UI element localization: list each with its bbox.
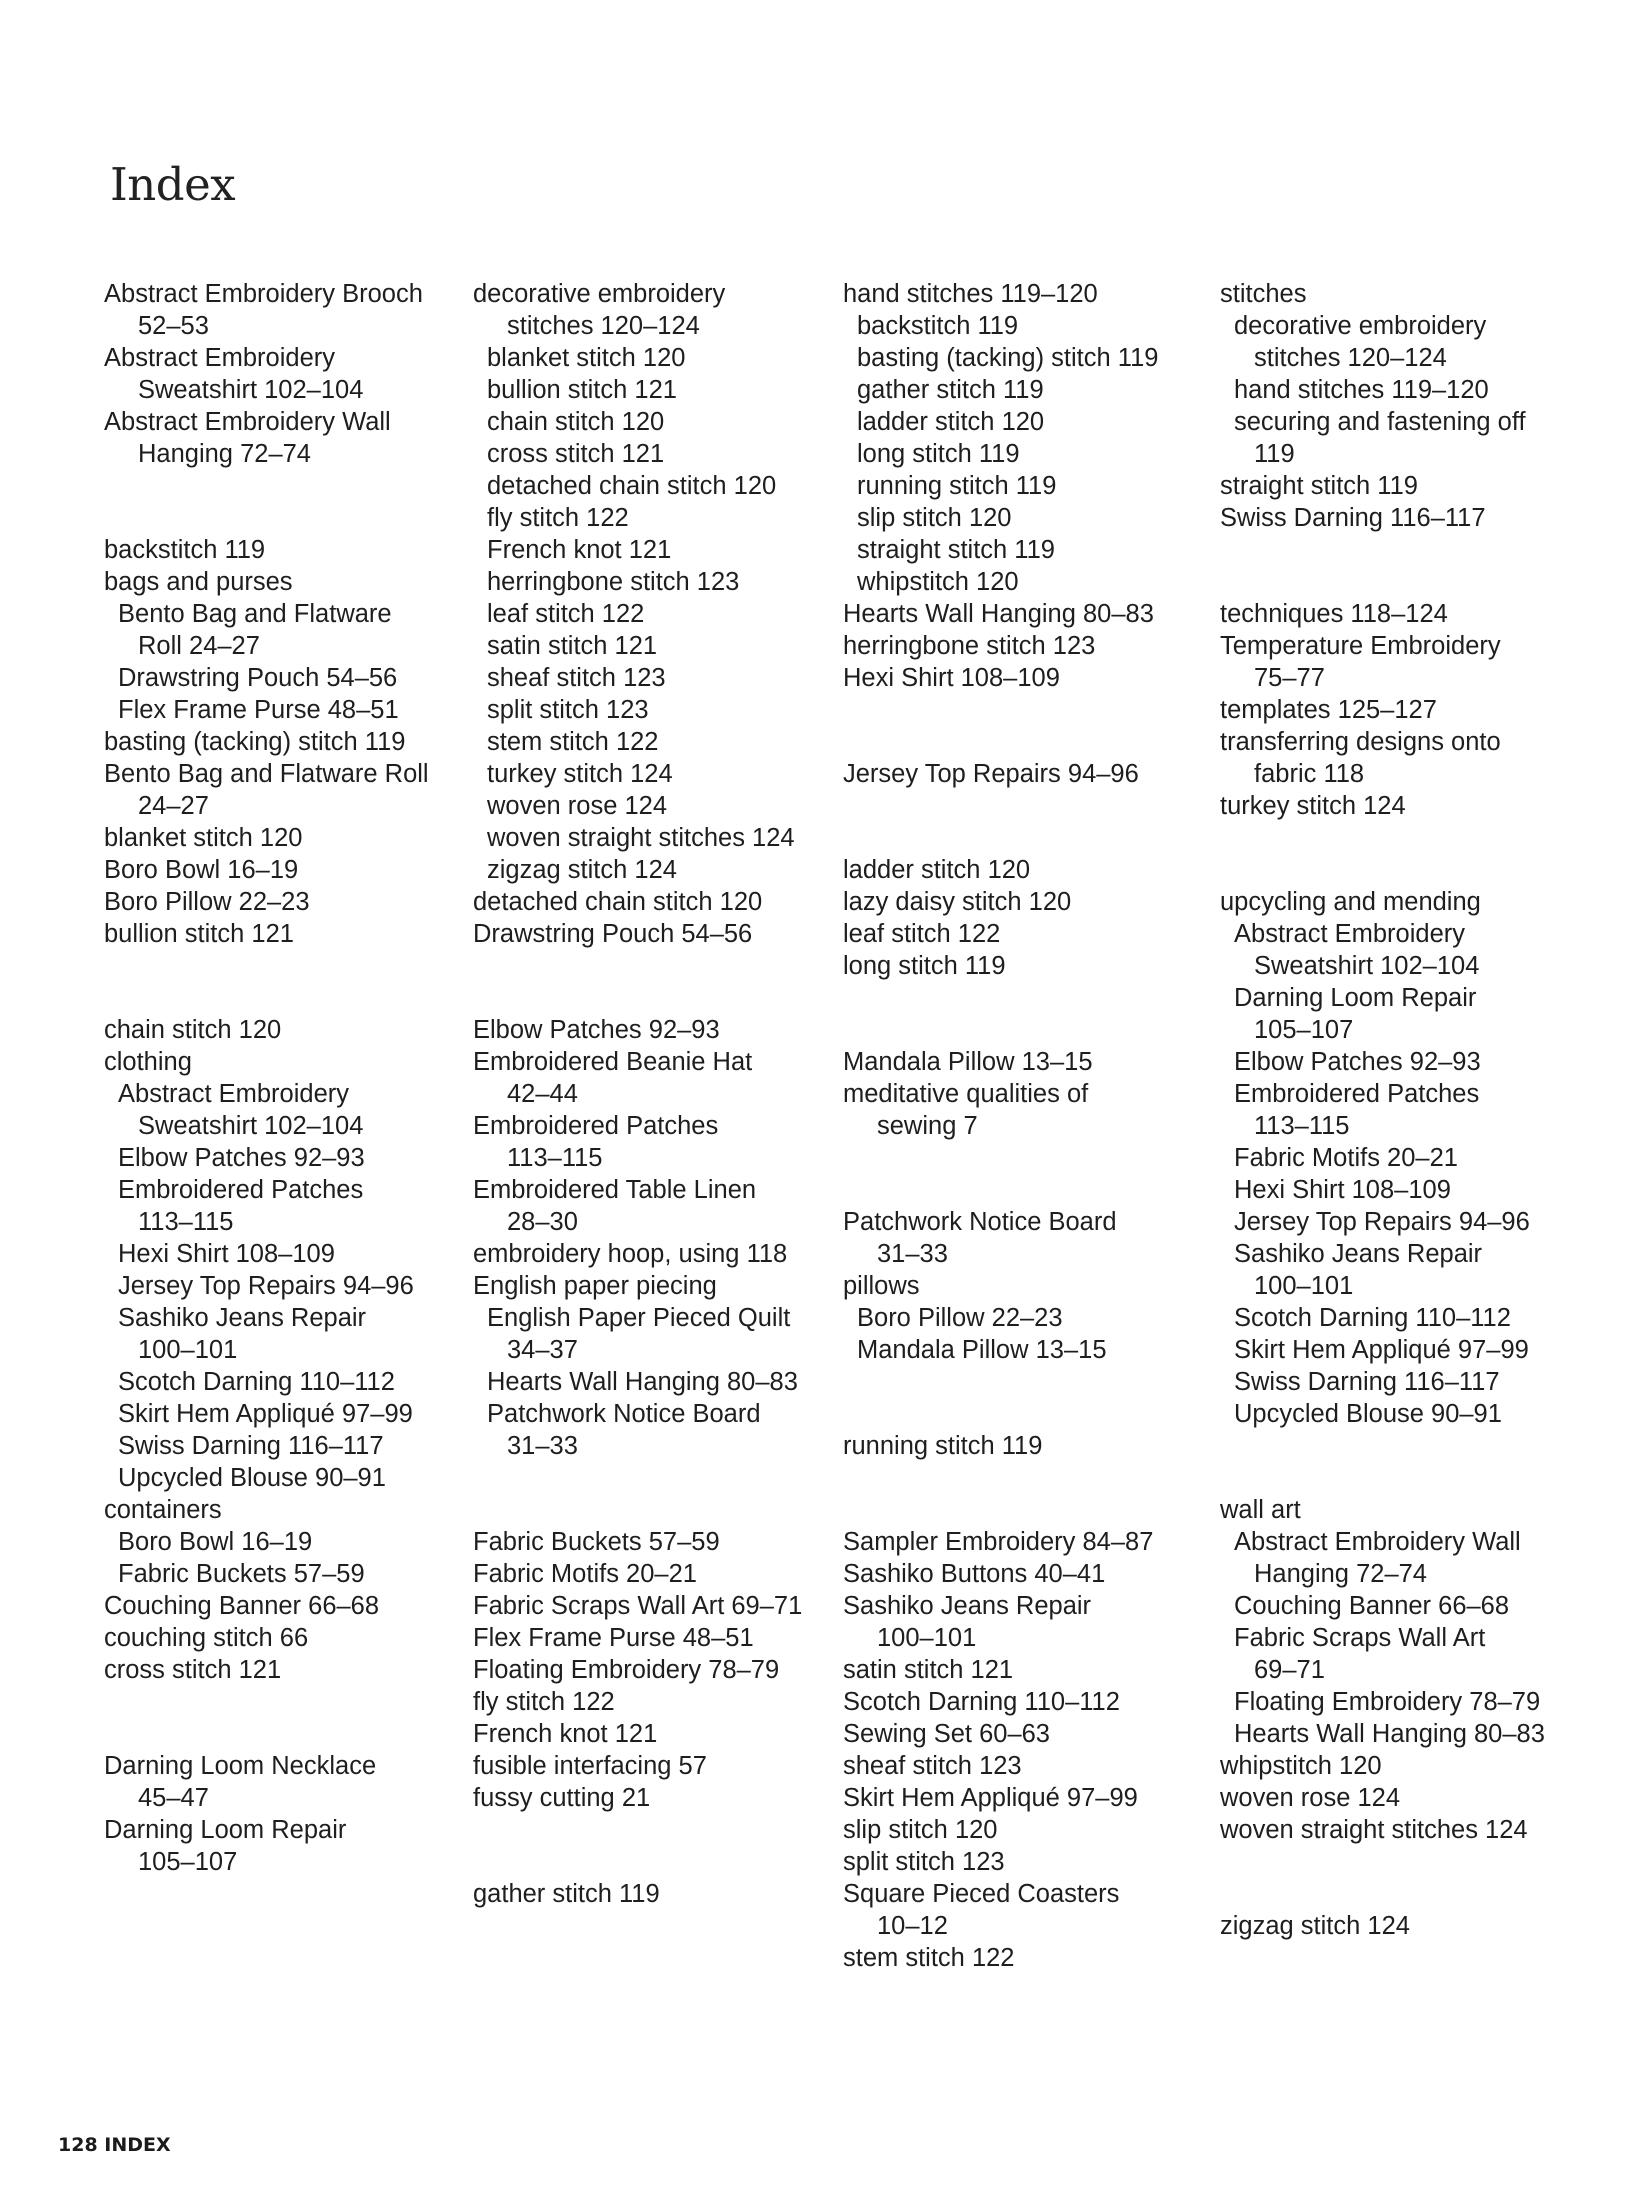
index-subentry: Sashiko Jeans Repair	[118, 1304, 367, 1332]
index-entry: Sewing Set 60–63	[843, 1720, 1050, 1748]
index-entry-continuation: 100–101	[138, 1336, 238, 1364]
letter-group-spacer	[473, 1462, 833, 1526]
index-entry: herringbone stitch 123	[843, 632, 1096, 660]
index-entry: French knot 121	[473, 1720, 658, 1748]
index-entry: Square Pieced Coasters	[843, 1880, 1120, 1908]
index-entry: pillows	[843, 1272, 920, 1300]
index-entry: Fabric Motifs 20–21	[473, 1560, 697, 1588]
letter-group-spacer	[843, 982, 1203, 1046]
index-entry: Boro Bowl 16–19	[104, 856, 299, 884]
index-subentry: securing and fastening off	[1234, 408, 1526, 436]
index-entry: fussy cutting 21	[473, 1784, 651, 1812]
letter-group-spacer	[104, 470, 464, 534]
index-subentry: Skirt Hem Appliqué 97–99	[1234, 1336, 1529, 1364]
index-entry-continuation: Sweatshirt 102–104	[138, 376, 364, 404]
index-entry: English paper piecing	[473, 1272, 717, 1300]
index-subentry: Patchwork Notice Board	[487, 1400, 761, 1428]
index-entry: whipstitch 120	[1220, 1752, 1382, 1780]
index-subentry: Couching Banner 66–68	[1234, 1592, 1510, 1620]
letter-group-spacer	[104, 1686, 464, 1750]
index-entry: Temperature Embroidery	[1220, 632, 1501, 660]
index-entry: Flex Frame Purse 48–51	[473, 1624, 754, 1652]
index-subentry: running stitch 119	[857, 472, 1057, 500]
index-entry: Sashiko Jeans Repair	[843, 1592, 1092, 1620]
index-subentry: cross stitch 121	[487, 440, 665, 468]
index-entry-continuation: 34–37	[507, 1336, 578, 1364]
index-column-2	[473, 278, 833, 1910]
index-entry-continuation: 75–77	[1254, 664, 1325, 692]
index-subentry: English Paper Pieced Quilt	[487, 1304, 791, 1332]
index-entry-continuation: Hanging 72–74	[1254, 1560, 1427, 1588]
index-subentry: Scotch Darning 110–112	[118, 1368, 395, 1396]
index-entry-continuation: 113–115	[507, 1144, 603, 1172]
index-subentry: Abstract Embroidery	[1234, 920, 1465, 948]
index-subentry: Scotch Darning 110–112	[1234, 1304, 1511, 1332]
index-entry: embroidery hoop, using 118	[473, 1240, 788, 1268]
letter-group-spacer	[1220, 1846, 1580, 1910]
index-entry: gather stitch 119	[473, 1880, 660, 1908]
index-entry: turkey stitch 124	[1220, 792, 1406, 820]
index-entry: Sampler Embroidery 84–87	[843, 1528, 1154, 1556]
index-subentry: Swiss Darning 116–117	[118, 1432, 384, 1460]
index-entry: decorative embroidery	[473, 280, 726, 308]
index-entry: woven straight stitches 124	[1220, 1816, 1528, 1844]
index-subentry: Abstract Embroidery Wall	[1234, 1528, 1521, 1556]
index-subentry: hand stitches 119–120	[1234, 376, 1489, 404]
index-subentry: Floating Embroidery 78–79	[1234, 1688, 1541, 1716]
index-entry-continuation: 42–44	[507, 1080, 578, 1108]
index-entry-continuation: 52–53	[138, 312, 209, 340]
index-entry-continuation: fabric 118	[1254, 760, 1365, 788]
index-subentry: basting (tacking) stitch 119	[857, 344, 1159, 372]
index-subentry: blanket stitch 120	[487, 344, 686, 372]
index-subentry: Drawstring Pouch 54–56	[118, 664, 398, 692]
index-entry: couching stitch 66	[104, 1624, 309, 1652]
index-subentry: fly stitch 122	[487, 504, 629, 532]
letter-group-spacer	[843, 694, 1203, 758]
letter-group-spacer	[843, 1142, 1203, 1206]
index-subentry: zigzag stitch 124	[487, 856, 677, 884]
index-entry: bags and purses	[104, 568, 293, 596]
index-entry: hand stitches 119–120	[843, 280, 1098, 308]
index-entry: Fabric Buckets 57–59	[473, 1528, 720, 1556]
index-subentry: backstitch 119	[857, 312, 1019, 340]
index-entry: templates 125–127	[1220, 696, 1437, 724]
letter-group-spacer	[1220, 1430, 1580, 1494]
index-entry-continuation: Hanging 72–74	[138, 440, 311, 468]
index-entry: Skirt Hem Appliqué 97–99	[843, 1784, 1138, 1812]
index-subentry: stem stitch 122	[487, 728, 659, 756]
index-entry: split stitch 123	[843, 1848, 1005, 1876]
index-subentry: Upcycled Blouse 90–91	[118, 1464, 386, 1492]
index-entry-continuation: 10–12	[877, 1912, 948, 1940]
index-entry: clothing	[104, 1048, 192, 1076]
index-entry: upcycling and mending	[1220, 888, 1481, 916]
index-entry: Embroidered Table Linen	[473, 1176, 757, 1204]
index-subentry: Hearts Wall Hanging 80–83	[487, 1368, 798, 1396]
index-entry-continuation: sewing 7	[877, 1112, 978, 1140]
index-entry: Bento Bag and Flatware Roll	[104, 760, 429, 788]
page-title: Index	[110, 158, 236, 211]
index-entry-continuation: 28–30	[507, 1208, 578, 1236]
index-entry: Abstract Embroidery Wall	[104, 408, 391, 436]
index-subentry: bullion stitch 121	[487, 376, 677, 404]
index-entry: Fabric Scraps Wall Art 69–71	[473, 1592, 803, 1620]
index-entry: cross stitch 121	[104, 1656, 282, 1684]
index-subentry: Darning Loom Repair	[1234, 984, 1477, 1012]
letter-group-spacer	[473, 1814, 833, 1878]
index-subentry: Flex Frame Purse 48–51	[118, 696, 399, 724]
index-subentry: straight stitch 119	[857, 536, 1055, 564]
index-subentry: Boro Bowl 16–19	[118, 1528, 313, 1556]
index-entry: stitches	[1220, 280, 1307, 308]
letter-group-spacer	[843, 1366, 1203, 1430]
letter-group-spacer	[843, 790, 1203, 854]
index-entry: Hearts Wall Hanging 80–83	[843, 600, 1154, 628]
letter-group-spacer	[473, 950, 833, 1014]
index-entry: Floating Embroidery 78–79	[473, 1656, 780, 1684]
index-subentry: decorative embroidery	[1234, 312, 1487, 340]
letter-group-spacer	[1220, 822, 1580, 886]
index-entry: Jersey Top Repairs 94–96	[843, 760, 1139, 788]
index-entry: Drawstring Pouch 54–56	[473, 920, 753, 948]
index-entry: Darning Loom Necklace	[104, 1752, 377, 1780]
index-entry: sheaf stitch 123	[843, 1752, 1022, 1780]
index-column-4	[1220, 278, 1580, 1942]
index-entry-continuation: 119	[1254, 440, 1295, 468]
index-entry: stem stitch 122	[843, 1944, 1015, 1972]
index-entry-continuation: Sweatshirt 102–104	[1254, 952, 1480, 980]
index-subentry: sheaf stitch 123	[487, 664, 666, 692]
index-entry: bullion stitch 121	[104, 920, 294, 948]
index-column-1	[104, 278, 464, 1878]
index-subentry: Fabric Motifs 20–21	[1234, 1144, 1458, 1172]
index-subentry: Hexi Shirt 108–109	[1234, 1176, 1451, 1204]
index-entry: running stitch 119	[843, 1432, 1043, 1460]
index-entry: meditative qualities of	[843, 1080, 1089, 1108]
index-entry: fly stitch 122	[473, 1688, 615, 1716]
index-subentry: leaf stitch 122	[487, 600, 645, 628]
index-subentry: Jersey Top Repairs 94–96	[1234, 1208, 1530, 1236]
index-subentry: French knot 121	[487, 536, 672, 564]
index-entry-continuation: 69–71	[1254, 1656, 1325, 1684]
index-subentry: slip stitch 120	[857, 504, 1012, 532]
index-entry: techniques 118–124	[1220, 600, 1448, 628]
index-subentry: Upcycled Blouse 90–91	[1234, 1400, 1502, 1428]
index-subentry: Mandala Pillow 13–15	[857, 1336, 1107, 1364]
index-entry: Embroidered Patches	[473, 1112, 719, 1140]
index-entry-continuation: 113–115	[1254, 1112, 1350, 1140]
index-subentry: Sashiko Jeans Repair	[1234, 1240, 1483, 1268]
index-entry: blanket stitch 120	[104, 824, 303, 852]
index-entry: Boro Pillow 22–23	[104, 888, 310, 916]
index-entry: basting (tacking) stitch 119	[104, 728, 406, 756]
index-entry-continuation: 31–33	[507, 1432, 578, 1460]
index-subentry: detached chain stitch 120	[487, 472, 777, 500]
index-subentry: Fabric Scraps Wall Art	[1234, 1624, 1486, 1652]
index-entry: transferring designs onto	[1220, 728, 1501, 756]
letter-group-spacer	[104, 950, 464, 1014]
index-entry: straight stitch 119	[1220, 472, 1418, 500]
index-subentry: Skirt Hem Appliqué 97–99	[118, 1400, 413, 1428]
index-subentry: Hexi Shirt 108–109	[118, 1240, 335, 1268]
page-folio: 128 INDEX	[58, 2134, 171, 2156]
index-entry: Embroidered Beanie Hat	[473, 1048, 753, 1076]
index-subentry: Embroidered Patches	[118, 1176, 364, 1204]
index-entry: Hexi Shirt 108–109	[843, 664, 1060, 692]
index-entry: lazy daisy stitch 120	[843, 888, 1072, 916]
index-subentry: herringbone stitch 123	[487, 568, 740, 596]
index-subentry: Swiss Darning 116–117	[1234, 1368, 1500, 1396]
index-subentry: Bento Bag and Flatware	[118, 600, 392, 628]
index-subentry: split stitch 123	[487, 696, 649, 724]
index-entry: wall art	[1220, 1496, 1301, 1524]
index-subentry: turkey stitch 124	[487, 760, 673, 788]
index-subentry: Elbow Patches 92–93	[1234, 1048, 1481, 1076]
letter-group-spacer	[843, 1462, 1203, 1526]
index-entry: Patchwork Notice Board	[843, 1208, 1117, 1236]
index-entry: containers	[104, 1496, 222, 1524]
index-entry: woven rose 124	[1220, 1784, 1401, 1812]
index-entry-continuation: stitches 120–124	[507, 312, 700, 340]
index-entry: ladder stitch 120	[843, 856, 1031, 884]
index-entry: satin stitch 121	[843, 1656, 1014, 1684]
index-entry-continuation: 45–47	[138, 1784, 209, 1812]
index-subentry: whipstitch 120	[857, 568, 1019, 596]
index-entry: Darning Loom Repair	[104, 1816, 347, 1844]
index-entry: Couching Banner 66–68	[104, 1592, 380, 1620]
index-entry: Scotch Darning 110–112	[843, 1688, 1120, 1716]
letter-group-spacer	[1220, 534, 1580, 598]
index-subentry: Abstract Embroidery	[118, 1080, 349, 1108]
index-entry-continuation: 100–101	[877, 1624, 977, 1652]
index-subentry: woven straight stitches 124	[487, 824, 795, 852]
index-entry: zigzag stitch 124	[1220, 1912, 1410, 1940]
index-subentry: Boro Pillow 22–23	[857, 1304, 1063, 1332]
index-entry-continuation: Roll 24–27	[138, 632, 260, 660]
index-entry: Abstract Embroidery	[104, 344, 335, 372]
index-entry-continuation: Sweatshirt 102–104	[138, 1112, 364, 1140]
index-subentry: ladder stitch 120	[857, 408, 1045, 436]
index-column-3	[843, 278, 1203, 1974]
index-entry: detached chain stitch 120	[473, 888, 763, 916]
index-entry-continuation: 24–27	[138, 792, 209, 820]
index-subentry: Jersey Top Repairs 94–96	[118, 1272, 414, 1300]
index-entry: fusible interfacing 57	[473, 1752, 707, 1780]
index-subentry: chain stitch 120	[487, 408, 665, 436]
index-entry: Abstract Embroidery Brooch	[104, 280, 423, 308]
index-entry-continuation: 31–33	[877, 1240, 948, 1268]
index-subentry: Embroidered Patches	[1234, 1080, 1480, 1108]
index-entry: Elbow Patches 92–93	[473, 1016, 720, 1044]
index-entry-continuation: 113–115	[138, 1208, 234, 1236]
index-entry: long stitch 119	[843, 952, 1006, 980]
index-subentry: Fabric Buckets 57–59	[118, 1560, 365, 1588]
index-subentry: satin stitch 121	[487, 632, 658, 660]
index-entry-continuation: 105–107	[1254, 1016, 1354, 1044]
index-entry: backstitch 119	[104, 536, 266, 564]
index-subentry: woven rose 124	[487, 792, 668, 820]
index-entry: chain stitch 120	[104, 1016, 282, 1044]
index-entry-continuation: 105–107	[138, 1848, 238, 1876]
index-entry: Mandala Pillow 13–15	[843, 1048, 1093, 1076]
index-entry-continuation: 100–101	[1254, 1272, 1354, 1300]
index-entry: slip stitch 120	[843, 1816, 998, 1844]
index-entry: leaf stitch 122	[843, 920, 1001, 948]
index-subentry: Elbow Patches 92–93	[118, 1144, 365, 1172]
index-subentry: gather stitch 119	[857, 376, 1044, 404]
index-entry: Sashiko Buttons 40–41	[843, 1560, 1106, 1588]
index-subentry: long stitch 119	[857, 440, 1020, 468]
index-entry-continuation: stitches 120–124	[1254, 344, 1447, 372]
index-entry: Swiss Darning 116–117	[1220, 504, 1486, 532]
index-subentry: Hearts Wall Hanging 80–83	[1234, 1720, 1545, 1748]
